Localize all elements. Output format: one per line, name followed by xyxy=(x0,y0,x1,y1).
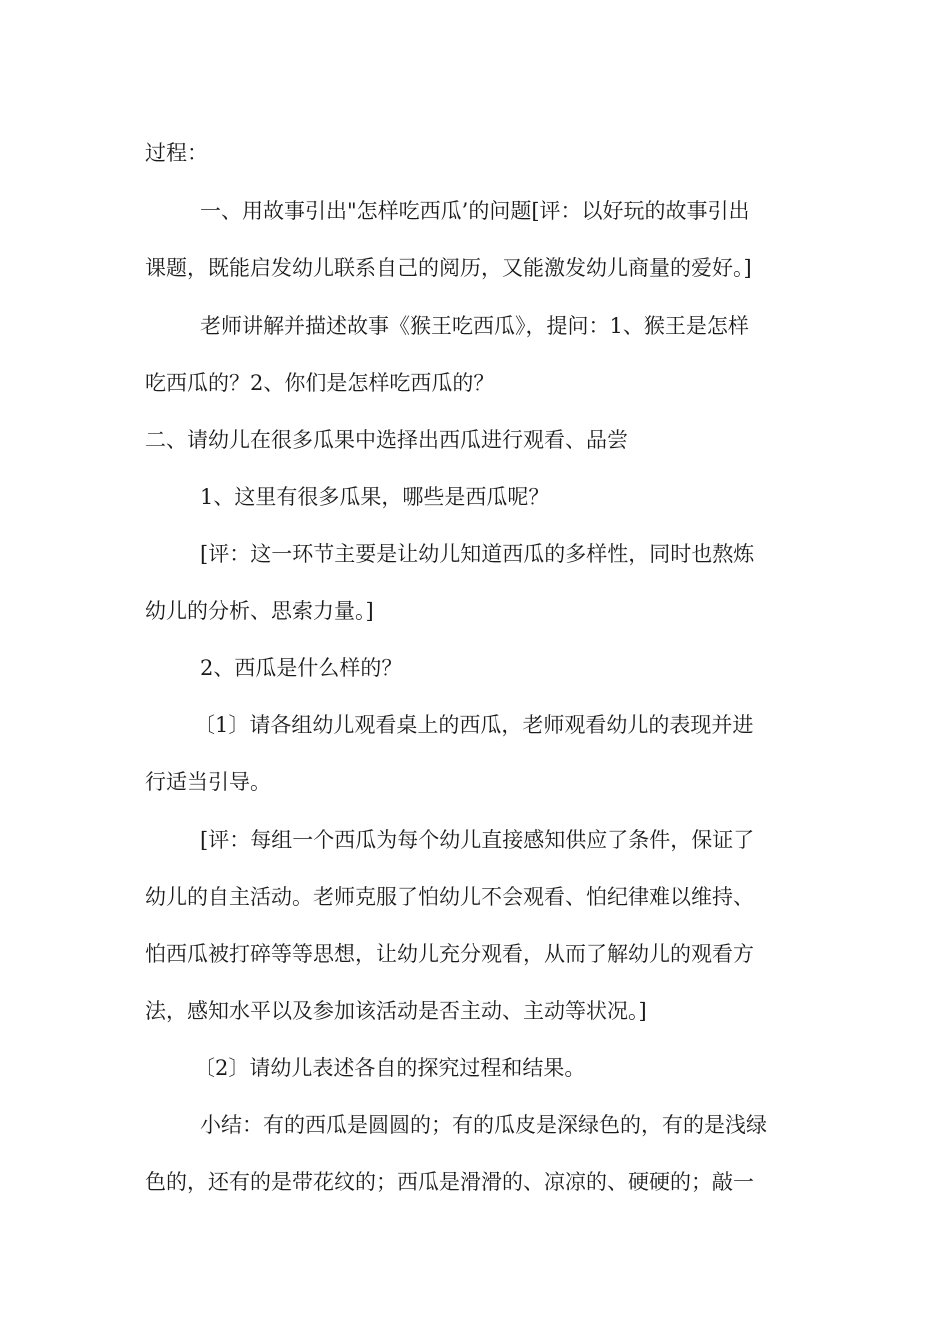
paragraph-line: 〔1〕请各组幼儿观看桌上的西瓜，老师观看幼儿的表现并进 xyxy=(194,713,754,737)
paragraph-line: 色的，还有的是带花纹的；西瓜是滑滑的、凉凉的、硬硬的；敲一 xyxy=(145,1170,754,1194)
paragraph-line: 幼儿的自主活动。老师克服了怕幼儿不会观看、怕纪律难以维持、 xyxy=(145,885,754,909)
paragraph-line: 老师讲解并描述故事《猴王吃西瓜》，提问：1、猴王是怎样 xyxy=(200,314,749,338)
paragraph-line: 幼儿的分析、思索力量。] xyxy=(145,599,374,623)
paragraph-line: 行适当引导。 xyxy=(145,770,271,794)
section-heading: 二、请幼儿在很多瓜果中选择出西瓜进行观看、品尝 xyxy=(145,428,628,452)
paragraph-line: 课题，既能启发幼儿联系自己的阅历，又能激发幼儿商量的爱好。] xyxy=(145,256,752,280)
paragraph-line: 一、用故事引出"怎样吃西瓜’的问题[评：以好玩的故事引出 xyxy=(200,199,750,223)
paragraph-line: 法，感知水平以及参加该活动是否主动、主动等状况。] xyxy=(145,999,647,1023)
paragraph-line: 1、这里有很多瓜果，哪些是西瓜呢？ xyxy=(200,485,550,509)
paragraph-line: 〔2〕请幼儿表述各自的探究过程和结果。 xyxy=(194,1056,586,1080)
paragraph-line: 怕西瓜被打碎等等思想，让幼儿充分观看，从而了解幼儿的观看方 xyxy=(145,942,754,966)
paragraph-line: 吃西瓜的？2、你们是怎样吃西瓜的？ xyxy=(145,371,495,395)
paragraph-line: 2、西瓜是什么样的？ xyxy=(200,656,403,680)
paragraph-line: [评：这一环节主要是让幼儿知道西瓜的多样性，同时也熬炼 xyxy=(200,542,755,566)
process-heading: 过程： xyxy=(145,141,208,165)
paragraph-line: [评：每组一个西瓜为每个幼儿直接感知供应了条件，保证了 xyxy=(200,828,755,852)
paragraph-line: 小结：有的西瓜是圆圆的；有的瓜皮是深绿色的，有的是浅绿 xyxy=(200,1113,767,1137)
